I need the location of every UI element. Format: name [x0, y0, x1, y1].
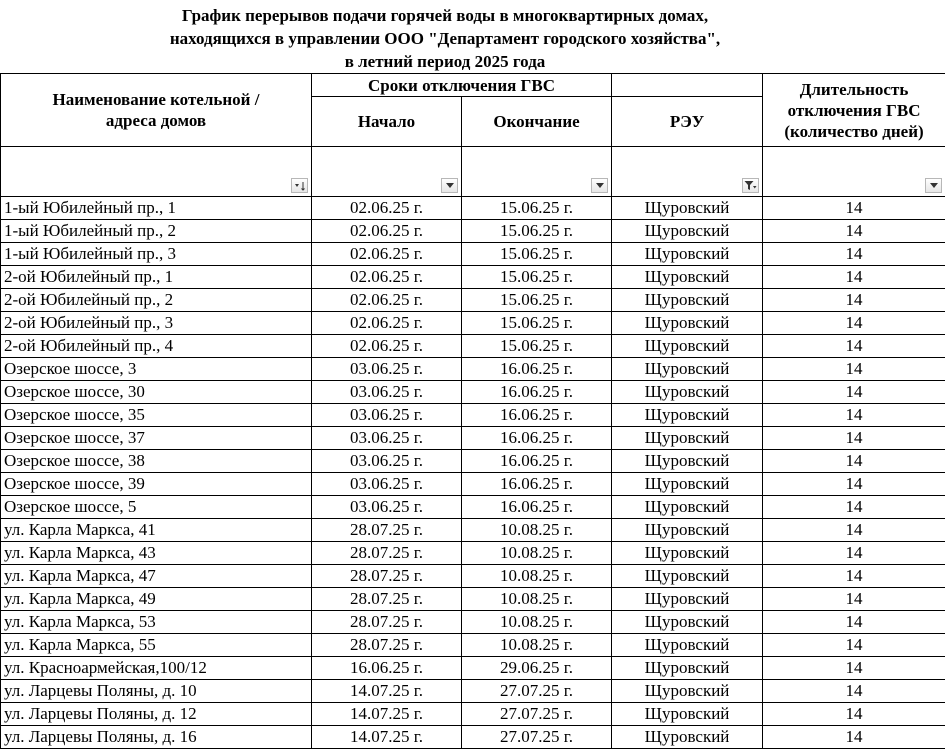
cell-duration-days[interactable]: 14: [763, 427, 945, 450]
title-line-3: в летний период 2025 года: [0, 50, 890, 73]
cell-start-date[interactable]: 03.06.25 г.: [312, 381, 462, 404]
table-row: [1, 634, 945, 657]
cell-duration-days[interactable]: 14: [763, 220, 945, 243]
cell-duration-days[interactable]: 14: [763, 289, 945, 312]
cell-end-date[interactable]: 29.06.25 г.: [462, 657, 612, 680]
cell-reu[interactable]: Щуровский: [612, 726, 763, 749]
table-row: [1, 312, 945, 335]
title-line-1: График перерывов подачи горячей воды в многоквартирных домах,: [0, 4, 890, 27]
cell-address[interactable]: 2-ой Юбилейный пр., 3: [1, 312, 312, 335]
cell-reu[interactable]: Щуровский: [612, 335, 763, 358]
cell-duration-days[interactable]: 14: [763, 335, 945, 358]
cell-reu[interactable]: Щуровский: [612, 197, 763, 220]
cell-end-date[interactable]: 10.08.25 г.: [462, 634, 612, 657]
cell-reu[interactable]: Щуровский: [612, 312, 763, 335]
cell-reu[interactable]: Щуровский: [612, 542, 763, 565]
cell-address[interactable]: ул. Ларцевы Поляны, д. 16: [1, 726, 312, 749]
cell-start-date[interactable]: 03.06.25 г.: [312, 496, 462, 519]
cell-address[interactable]: ул. Красноармейская,100/12: [1, 657, 312, 680]
cell-duration-days[interactable]: 14: [763, 680, 945, 703]
cell-start-date[interactable]: 02.06.25 г.: [312, 312, 462, 335]
cell-start-date[interactable]: 02.06.25 г.: [312, 243, 462, 266]
cell-duration-days[interactable]: 14: [763, 542, 945, 565]
table-row: [1, 588, 945, 611]
table-row: [1, 565, 945, 588]
cell-address[interactable]: 1-ый Юбилейный пр., 2: [1, 220, 312, 243]
sort-filter-icon: [294, 181, 306, 191]
cell-duration-days[interactable]: 14: [763, 358, 945, 381]
cell-start-date[interactable]: 14.07.25 г.: [312, 703, 462, 726]
table-body: [1, 197, 945, 749]
table-row: [1, 519, 945, 542]
cell-address[interactable]: Озерское шоссе, 5: [1, 496, 312, 519]
cell-address[interactable]: ул. Карла Маркса, 47: [1, 565, 312, 588]
table-row: [1, 657, 945, 680]
table-row: [1, 197, 945, 220]
table-row: [1, 473, 945, 496]
cell-reu[interactable]: Щуровский: [612, 450, 763, 473]
cell-end-date[interactable]: 16.06.25 г.: [462, 496, 612, 519]
cell-end-date[interactable]: 16.06.25 г.: [462, 404, 612, 427]
cell-duration-days[interactable]: 14: [763, 657, 945, 680]
cell-address[interactable]: 2-ой Юбилейный пр., 1: [1, 266, 312, 289]
cell-start-date[interactable]: 02.06.25 г.: [312, 266, 462, 289]
cell-reu[interactable]: Щуровский: [612, 220, 763, 243]
cell-end-date[interactable]: 15.06.25 г.: [462, 266, 612, 289]
cell-start-date[interactable]: 02.06.25 г.: [312, 335, 462, 358]
cell-end-date[interactable]: 16.06.25 г.: [462, 450, 612, 473]
header-duration-line-3: (количество дней): [763, 121, 945, 142]
header-end: Окончание: [462, 97, 612, 147]
cell-duration-days[interactable]: 14: [763, 243, 945, 266]
cell-start-date[interactable]: 14.07.25 г.: [312, 726, 462, 749]
table-row: [1, 496, 945, 519]
cell-address[interactable]: Озерское шоссе, 39: [1, 473, 312, 496]
cell-duration-days[interactable]: 14: [763, 312, 945, 335]
cell-end-date[interactable]: 15.06.25 г.: [462, 220, 612, 243]
filter-cell-start: [312, 147, 462, 197]
cell-address[interactable]: ул. Карла Маркса, 41: [1, 519, 312, 542]
cell-end-date[interactable]: 10.08.25 г.: [462, 542, 612, 565]
filter-button-duration[interactable]: [925, 178, 942, 193]
cell-start-date[interactable]: 03.06.25 г.: [312, 427, 462, 450]
schedule-table: [0, 73, 945, 749]
cell-address[interactable]: 2-ой Юбилейный пр., 4: [1, 335, 312, 358]
cell-end-date[interactable]: 15.06.25 г.: [462, 312, 612, 335]
dropdown-arrow-icon: [596, 183, 604, 188]
filter-button-start[interactable]: [441, 178, 458, 193]
cell-duration-days[interactable]: 14: [763, 197, 945, 220]
header-period: Сроки отключения ГВС: [312, 74, 612, 97]
cell-start-date[interactable]: 02.06.25 г.: [312, 220, 462, 243]
cell-duration-days[interactable]: 14: [763, 611, 945, 634]
cell-start-date[interactable]: 02.06.25 г.: [312, 197, 462, 220]
cell-duration-days[interactable]: 14: [763, 404, 945, 427]
table-row: [1, 450, 945, 473]
cell-address[interactable]: ул. Ларцевы Поляны, д. 12: [1, 703, 312, 726]
cell-address[interactable]: 2-ой Юбилейный пр., 2: [1, 289, 312, 312]
cell-address[interactable]: Озерское шоссе, 37: [1, 427, 312, 450]
table-row: [1, 680, 945, 703]
cell-duration-days[interactable]: 14: [763, 588, 945, 611]
dropdown-arrow-icon: [930, 183, 938, 188]
table-row: [1, 243, 945, 266]
table-row: [1, 381, 945, 404]
filter-cell-name: [1, 147, 312, 197]
header-duration: [763, 74, 945, 147]
table-row: [1, 726, 945, 749]
cell-end-date[interactable]: 15.06.25 г.: [462, 197, 612, 220]
cell-address[interactable]: Озерское шоссе, 38: [1, 450, 312, 473]
cell-reu[interactable]: Щуровский: [612, 611, 763, 634]
cell-end-date[interactable]: 15.06.25 г.: [462, 335, 612, 358]
cell-reu[interactable]: Щуровский: [612, 496, 763, 519]
cell-reu[interactable]: Щуровский: [612, 519, 763, 542]
cell-reu[interactable]: Щуровский: [612, 243, 763, 266]
table-row: [1, 404, 945, 427]
filter-cell-end: [462, 147, 612, 197]
cell-start-date[interactable]: 03.06.25 г.: [312, 473, 462, 496]
cell-reu[interactable]: Щуровский: [612, 634, 763, 657]
cell-end-date[interactable]: 16.06.25 г.: [462, 381, 612, 404]
header-name-line-2: адреса домов: [1, 110, 311, 131]
cell-address[interactable]: ул. Карла Маркса, 43: [1, 542, 312, 565]
cell-reu[interactable]: Щуровский: [612, 358, 763, 381]
cell-end-date[interactable]: 16.06.25 г.: [462, 473, 612, 496]
dropdown-arrow-icon: [446, 183, 454, 188]
cell-start-date[interactable]: 28.07.25 г.: [312, 588, 462, 611]
cell-address[interactable]: ул. Карла Маркса, 53: [1, 611, 312, 634]
cell-address[interactable]: 1-ый Юбилейный пр., 1: [1, 197, 312, 220]
cell-reu[interactable]: Щуровский: [612, 266, 763, 289]
filter-button-reu[interactable]: [742, 178, 759, 193]
cell-duration-days[interactable]: 14: [763, 381, 945, 404]
table-row: [1, 220, 945, 243]
cell-start-date[interactable]: 03.06.25 г.: [312, 358, 462, 381]
cell-duration-days[interactable]: 14: [763, 496, 945, 519]
cell-end-date[interactable]: 27.07.25 г.: [462, 726, 612, 749]
cell-start-date[interactable]: 28.07.25 г.: [312, 634, 462, 657]
table-row: [1, 542, 945, 565]
cell-reu[interactable]: Щуровский: [612, 565, 763, 588]
cell-duration-days[interactable]: 14: [763, 519, 945, 542]
cell-duration-days[interactable]: 14: [763, 726, 945, 749]
cell-duration-days[interactable]: 14: [763, 450, 945, 473]
filter-cell-reu: [612, 147, 763, 197]
cell-duration-days[interactable]: 14: [763, 473, 945, 496]
table-row: [1, 289, 945, 312]
cell-reu[interactable]: Щуровский: [612, 588, 763, 611]
cell-end-date[interactable]: 15.06.25 г.: [462, 289, 612, 312]
header-duration-line-2: отключения ГВС: [763, 100, 945, 121]
header-reu: РЭУ: [612, 97, 763, 147]
cell-duration-days[interactable]: 14: [763, 266, 945, 289]
header-name-line-1: Наименование котельной /: [1, 89, 311, 110]
cell-address[interactable]: ул. Карла Маркса, 49: [1, 588, 312, 611]
cell-start-date[interactable]: 02.06.25 г.: [312, 289, 462, 312]
cell-duration-days[interactable]: 14: [763, 703, 945, 726]
cell-address[interactable]: Озерское шоссе, 30: [1, 381, 312, 404]
filter-button-end[interactable]: [591, 178, 608, 193]
cell-reu[interactable]: Щуровский: [612, 289, 763, 312]
sort-filter-button[interactable]: [291, 178, 308, 193]
header-start: Начало: [312, 97, 462, 147]
cell-address[interactable]: ул. Ларцевы Поляны, д. 10: [1, 680, 312, 703]
document-title: [0, 4, 890, 73]
cell-start-date[interactable]: 03.06.25 г.: [312, 404, 462, 427]
table-row: [1, 703, 945, 726]
cell-end-date[interactable]: 27.07.25 г.: [462, 680, 612, 703]
title-line-2: находящихся в управлении ООО "Департамент городского хозяйства",: [0, 27, 890, 50]
cell-end-date[interactable]: 16.06.25 г.: [462, 427, 612, 450]
cell-reu[interactable]: Щуровский: [612, 427, 763, 450]
cell-start-date[interactable]: 28.07.25 г.: [312, 519, 462, 542]
header-reu-top: [612, 74, 763, 97]
cell-end-date[interactable]: 10.08.25 г.: [462, 519, 612, 542]
cell-start-date[interactable]: 14.07.25 г.: [312, 680, 462, 703]
cell-start-date[interactable]: 03.06.25 г.: [312, 450, 462, 473]
cell-address[interactable]: 1-ый Юбилейный пр., 3: [1, 243, 312, 266]
cell-address[interactable]: Озерское шоссе, 35: [1, 404, 312, 427]
table-row: [1, 427, 945, 450]
cell-end-date[interactable]: 16.06.25 г.: [462, 358, 612, 381]
cell-start-date[interactable]: 28.07.25 г.: [312, 565, 462, 588]
cell-end-date[interactable]: 10.08.25 г.: [462, 565, 612, 588]
filter-cell-duration: [763, 147, 945, 197]
cell-start-date[interactable]: 28.07.25 г.: [312, 542, 462, 565]
cell-start-date[interactable]: 16.06.25 г.: [312, 657, 462, 680]
funnel-filter-active-icon: [744, 180, 757, 191]
header-duration-line-1: Длительность: [763, 79, 945, 100]
cell-duration-days[interactable]: 14: [763, 634, 945, 657]
cell-end-date[interactable]: 10.08.25 г.: [462, 588, 612, 611]
table-row: [1, 335, 945, 358]
cell-end-date[interactable]: 15.06.25 г.: [462, 243, 612, 266]
cell-address[interactable]: Озерское шоссе, 3: [1, 358, 312, 381]
header-name: [1, 74, 312, 147]
cell-reu[interactable]: Щуровский: [612, 703, 763, 726]
cell-start-date[interactable]: 28.07.25 г.: [312, 611, 462, 634]
cell-reu[interactable]: Щуровский: [612, 473, 763, 496]
cell-address[interactable]: ул. Карла Маркса, 55: [1, 634, 312, 657]
cell-end-date[interactable]: 10.08.25 г.: [462, 611, 612, 634]
cell-reu[interactable]: Щуровский: [612, 381, 763, 404]
table-row: [1, 611, 945, 634]
cell-reu[interactable]: Щуровский: [612, 404, 763, 427]
cell-reu[interactable]: Щуровский: [612, 657, 763, 680]
table-row: [1, 266, 945, 289]
cell-end-date[interactable]: 27.07.25 г.: [462, 703, 612, 726]
cell-reu[interactable]: Щуровский: [612, 680, 763, 703]
cell-duration-days[interactable]: 14: [763, 565, 945, 588]
table-row: [1, 358, 945, 381]
